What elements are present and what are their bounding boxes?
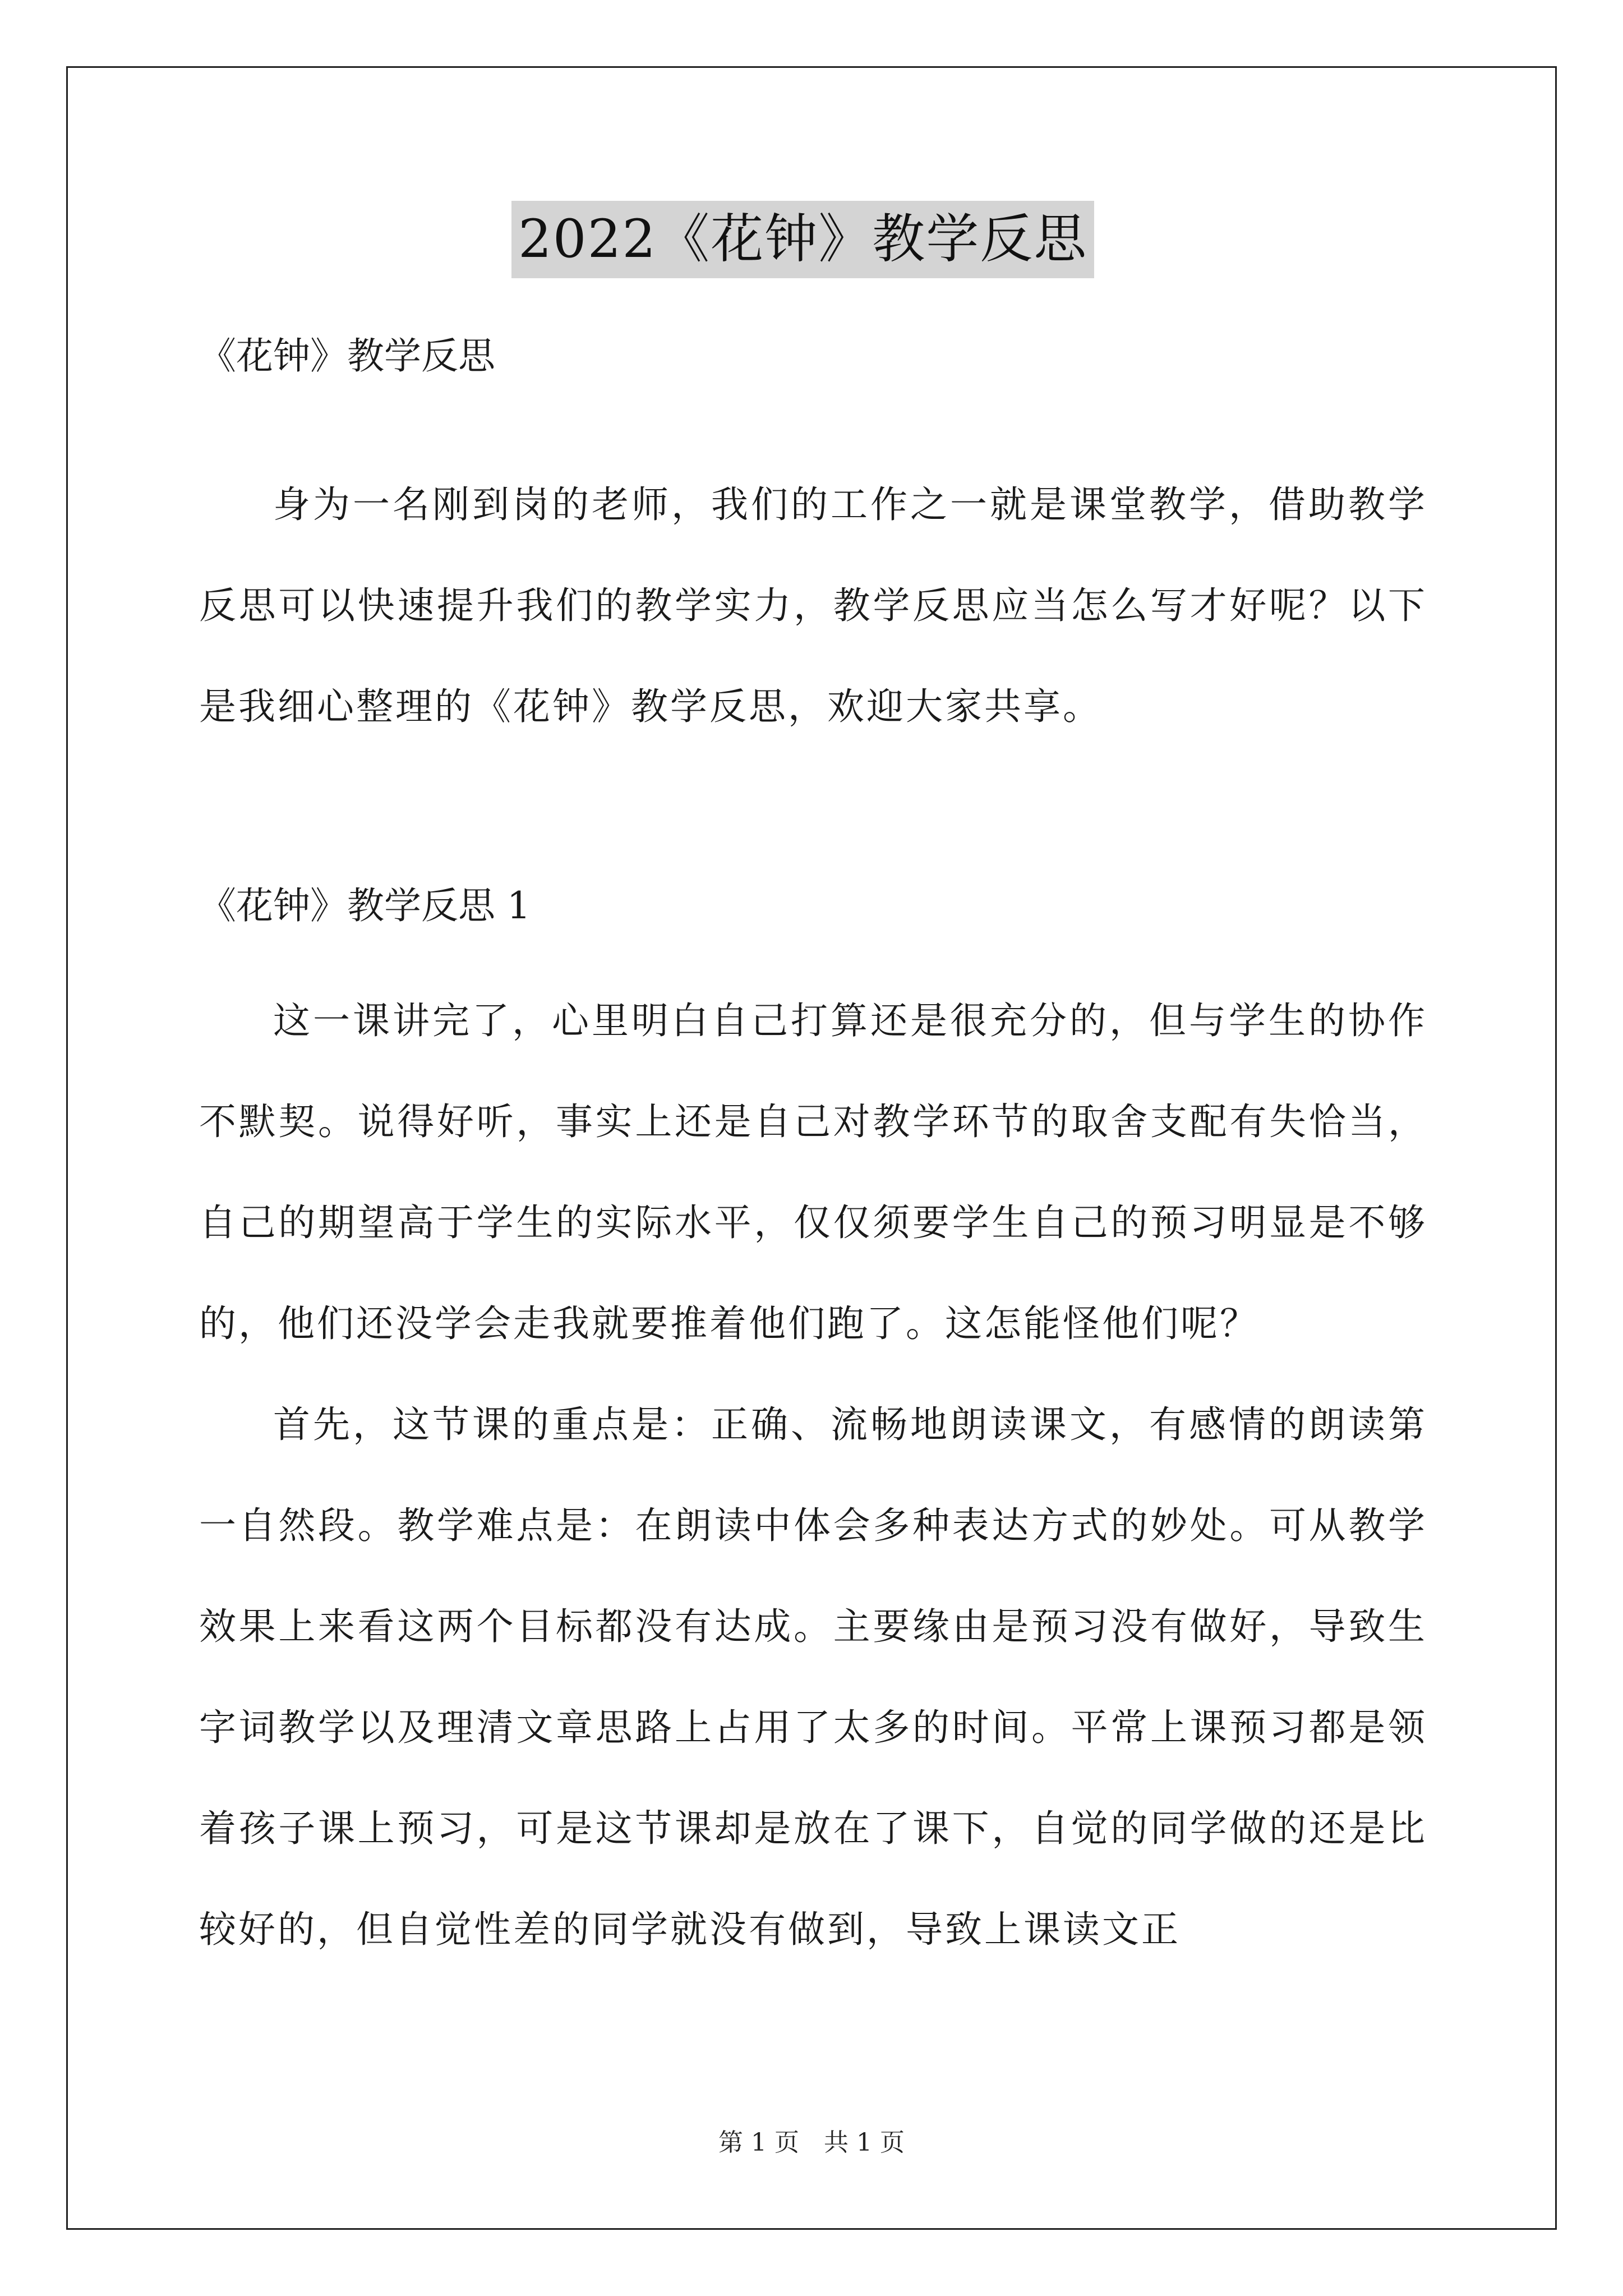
section-heading: 《花钟》教学反思 1 (199, 884, 531, 927)
body-paragraph-2: 首先，这节课的重点是：正确、流畅地朗读课文，有感情的朗读第一自然段。教学难点是：在朗读中体会多种表达方式的妙处。可从教学效果上来看这两个目标都没有达成。主要缘由是预习没有做好，导致生字词教学以及理清文章思路上占用了太多的时间。平常上课预习都是领着孩子课上预习，可是这节课却是放在了课下，自觉的同学做的还是比较好的，但自觉性差的同学就没有做到，导致上课读文正 (199, 1403, 1427, 1951)
page-number-footer: 第 1 页 共 1 页 (718, 2128, 905, 2157)
document-body (199, 331, 1427, 1980)
body-paragraph-1: 这一课讲完了，心里明白自己打算还是很充分的，但与学生的协作不默契。说得好听，事实上还是自己对教学环节的取舍支配有失恰当，自己的期望高于学生的实际水平，仅仅须要学生自己的预习明显是不够的，他们还没学会走我就要推着他们跑了。这怎能怪他们呢？ (199, 999, 1427, 1345)
document-subtitle: 《花钟》教学反思 (199, 334, 495, 378)
document-title: 2022《花钟》教学反思 (511, 201, 1094, 278)
intro-paragraph: 身为一名刚到岗的老师，我们的工作之一就是课堂教学，借助教学反思可以快速提升我们的教学实力，教学反思应当怎么写才好呢？以下是我细心整理的《花钟》教学反思，欢迎大家共享。 (199, 483, 1427, 728)
